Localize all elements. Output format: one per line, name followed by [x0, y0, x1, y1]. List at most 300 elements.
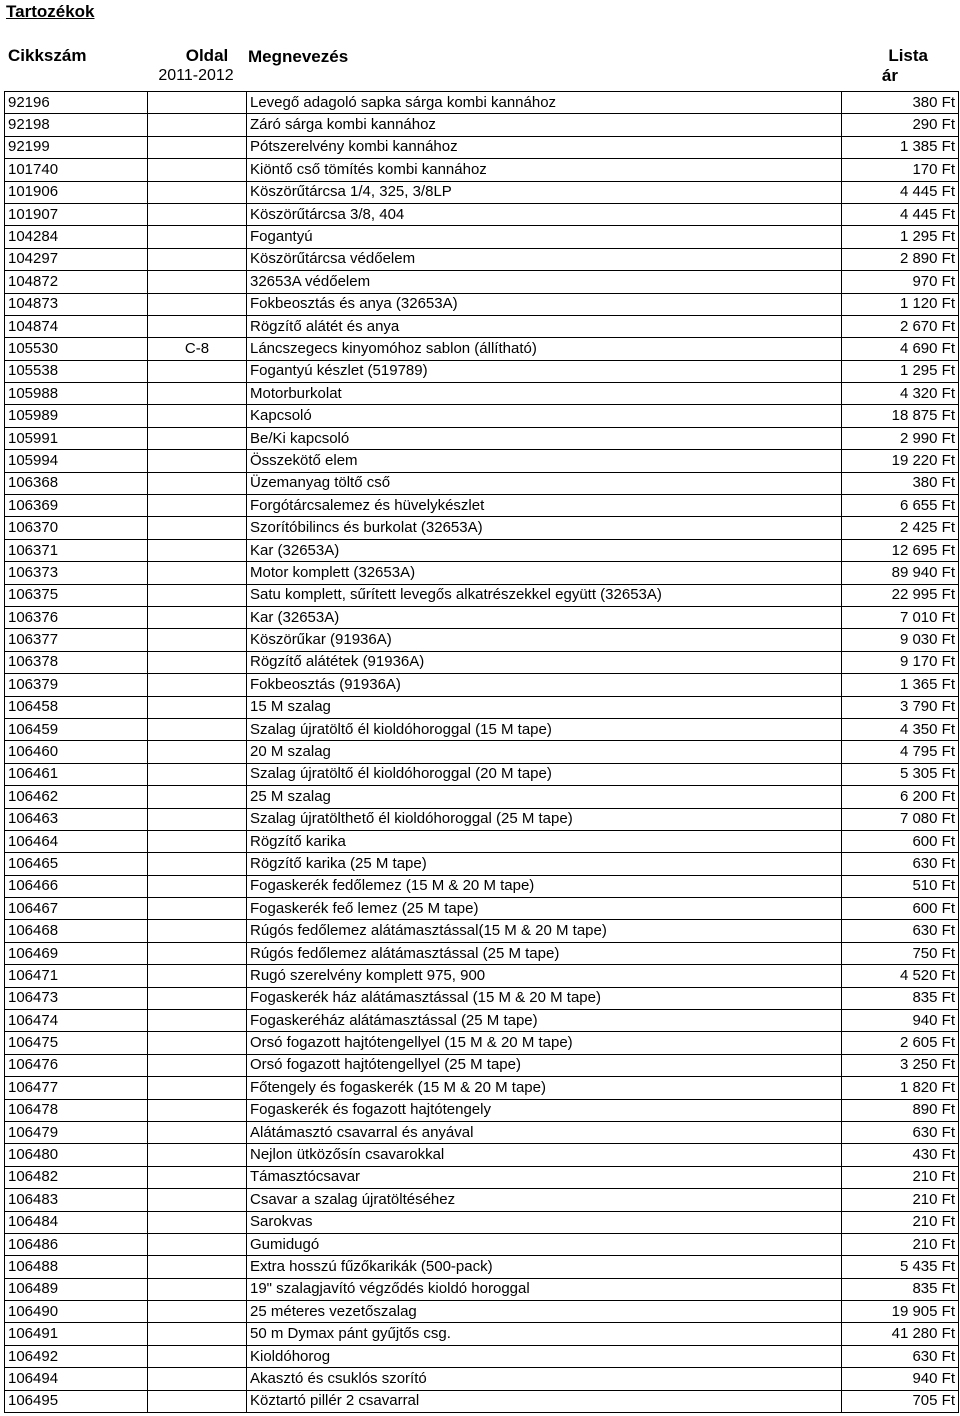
- cell-price: 210 Ft: [842, 1211, 959, 1233]
- cell-code: 106370: [5, 517, 148, 539]
- cell-page: [148, 293, 247, 315]
- cell-page: [148, 830, 247, 852]
- cell-code: 106466: [5, 875, 148, 897]
- cell-code: 92196: [5, 92, 148, 114]
- table-row: [5, 808, 959, 830]
- cell-code: 106476: [5, 1054, 148, 1076]
- cell-price: 9 170 Ft: [842, 651, 959, 673]
- cell-code: 101740: [5, 159, 148, 181]
- cell-name: 15 M szalag: [247, 696, 842, 718]
- cell-page: [148, 1211, 247, 1233]
- cell-page: [148, 114, 247, 136]
- cell-price: 750 Ft: [842, 942, 959, 964]
- cell-name: Támasztócsavar: [247, 1166, 842, 1188]
- cell-price: 890 Ft: [842, 1099, 959, 1121]
- table-row: [5, 629, 959, 651]
- cell-name: Záró sárga kombi kannához: [247, 114, 842, 136]
- cell-name: Köszörűtárcsa védőelem: [247, 248, 842, 270]
- cell-page: [148, 472, 247, 494]
- table-row: [5, 405, 959, 427]
- cell-code: 105530: [5, 338, 148, 360]
- cell-page: [148, 1121, 247, 1143]
- cell-code: 106482: [5, 1166, 148, 1188]
- header-page: Oldal: [185, 46, 229, 65]
- table-row: [5, 136, 959, 158]
- table-row: [5, 1077, 959, 1099]
- table-row: [5, 1121, 959, 1143]
- cell-price: 89 940 Ft: [842, 562, 959, 584]
- table-row: [5, 786, 959, 808]
- cell-code: 106490: [5, 1301, 148, 1323]
- table-row: [5, 517, 959, 539]
- cell-name: Kapcsoló: [247, 405, 842, 427]
- cell-page: [148, 674, 247, 696]
- cell-name: Kar (32653A): [247, 539, 842, 561]
- cell-page: [148, 763, 247, 785]
- cell-name: Fogaskerék ház alátámasztással (15 M & 20 M tape): [247, 987, 842, 1009]
- cell-price: 18 875 Ft: [842, 405, 959, 427]
- cell-name: Szalag újratöltő él kioldóhoroggal (20 M tape): [247, 763, 842, 785]
- table-row: [5, 427, 959, 449]
- cell-price: 630 Ft: [842, 1121, 959, 1143]
- cell-price: 12 695 Ft: [842, 539, 959, 561]
- cell-code: 106484: [5, 1211, 148, 1233]
- header-price-sub: ár: [881, 66, 898, 85]
- table-row: [5, 92, 959, 114]
- table-row: [5, 248, 959, 270]
- cell-code: 92198: [5, 114, 148, 136]
- table-row: [5, 1211, 959, 1233]
- cell-price: 6 655 Ft: [842, 495, 959, 517]
- cell-code: 106462: [5, 786, 148, 808]
- cell-name: Rögzítő alátétek (91936A): [247, 651, 842, 673]
- table-row: [5, 1032, 959, 1054]
- cell-price: 5 435 Ft: [842, 1256, 959, 1278]
- cell-price: 9 030 Ft: [842, 629, 959, 651]
- cell-page: [148, 517, 247, 539]
- table-row: [5, 853, 959, 875]
- cell-page: [148, 495, 247, 517]
- cell-code: 106376: [5, 606, 148, 628]
- cell-code: 106379: [5, 674, 148, 696]
- table-header: [0, 42, 960, 90]
- table-row: [5, 1010, 959, 1032]
- cell-name: Akasztó és csuklós szorító: [247, 1368, 842, 1390]
- cell-name: Fokbeosztás (91936A): [247, 674, 842, 696]
- cell-page: C-8: [148, 338, 247, 360]
- cell-name: Rúgós fedőlemez alátámasztással(15 M & 20 M tape): [247, 920, 842, 942]
- table-row: [5, 360, 959, 382]
- cell-name: Rögzítő karika (25 M tape): [247, 853, 842, 875]
- cell-code: 101906: [5, 181, 148, 203]
- cell-page: [148, 987, 247, 1009]
- cell-page: [148, 696, 247, 718]
- header-page-years: 2011-2012: [158, 67, 234, 84]
- cell-code: 106491: [5, 1323, 148, 1345]
- cell-code: 106458: [5, 696, 148, 718]
- table-row: [5, 271, 959, 293]
- cell-page: [148, 539, 247, 561]
- cell-code: 106375: [5, 584, 148, 606]
- cell-price: 1 385 Ft: [842, 136, 959, 158]
- cell-page: [148, 271, 247, 293]
- cell-price: 290 Ft: [842, 114, 959, 136]
- cell-name: Köszörűkar (91936A): [247, 629, 842, 651]
- cell-page: [148, 315, 247, 337]
- cell-price: 7 010 Ft: [842, 606, 959, 628]
- cell-price: 4 350 Ft: [842, 718, 959, 740]
- cell-name: Szorítóbilincs és burkolat (32653A): [247, 517, 842, 539]
- cell-price: 22 995 Ft: [842, 584, 959, 606]
- table-row: [5, 1054, 959, 1076]
- cell-name: Nejlon ütközősín csavarokkal: [247, 1144, 842, 1166]
- table-row: [5, 495, 959, 517]
- table-row: [5, 1301, 959, 1323]
- cell-code: 106373: [5, 562, 148, 584]
- cell-price: 380 Ft: [842, 92, 959, 114]
- cell-page: [148, 1368, 247, 1390]
- cell-code: 106459: [5, 718, 148, 740]
- cell-code: 106377: [5, 629, 148, 651]
- cell-name: Főtengely és fogaskerék (15 M & 20 M tape): [247, 1077, 842, 1099]
- cell-price: 940 Ft: [842, 1010, 959, 1032]
- cell-name: Láncszegecs kinyomóhoz sablon (állítható): [247, 338, 842, 360]
- cell-price: 2 605 Ft: [842, 1032, 959, 1054]
- cell-name: Gumidugó: [247, 1233, 842, 1255]
- cell-name: Motorburkolat: [247, 383, 842, 405]
- cell-name: Kar (32653A): [247, 606, 842, 628]
- cell-name: Fogaskerék és fogazott hajtótengely: [247, 1099, 842, 1121]
- cell-code: 106369: [5, 495, 148, 517]
- cell-price: 3 790 Ft: [842, 696, 959, 718]
- cell-price: 630 Ft: [842, 1345, 959, 1367]
- cell-name: Forgótárcsalemez és hüvelykészlet: [247, 495, 842, 517]
- cell-price: 4 690 Ft: [842, 338, 959, 360]
- cell-page: [148, 203, 247, 225]
- cell-page: [148, 965, 247, 987]
- cell-price: 600 Ft: [842, 830, 959, 852]
- cell-price: 19 905 Ft: [842, 1301, 959, 1323]
- cell-name: Szalag újratöltő él kioldóhoroggal (15 M tape): [247, 718, 842, 740]
- cell-code: 106471: [5, 965, 148, 987]
- cell-price: 970 Ft: [842, 271, 959, 293]
- cell-code: 106378: [5, 651, 148, 673]
- cell-code: 106492: [5, 1345, 148, 1367]
- cell-price: 1 820 Ft: [842, 1077, 959, 1099]
- cell-code: 106494: [5, 1368, 148, 1390]
- cell-code: 106461: [5, 763, 148, 785]
- table-row: [5, 763, 959, 785]
- cell-page: [148, 853, 247, 875]
- header-code: Cikkszám: [8, 46, 87, 65]
- table-row: [5, 651, 959, 673]
- cell-price: 4 445 Ft: [842, 203, 959, 225]
- cell-page: [148, 92, 247, 114]
- cell-code: 106479: [5, 1121, 148, 1143]
- cell-name: 25 méteres vezetőszalag: [247, 1301, 842, 1323]
- table-row: [5, 741, 959, 763]
- cell-page: [148, 718, 247, 740]
- cell-price: 4 445 Ft: [842, 181, 959, 203]
- cell-price: 3 250 Ft: [842, 1054, 959, 1076]
- cell-name: Köztartó pillér 2 csavarral: [247, 1390, 842, 1412]
- table-row: [5, 450, 959, 472]
- header-price: Lista: [888, 46, 928, 65]
- cell-name: Pótszerelvény kombi kannához: [247, 136, 842, 158]
- cell-code: 106371: [5, 539, 148, 561]
- table-row: [5, 1368, 959, 1390]
- cell-price: 630 Ft: [842, 920, 959, 942]
- table-row: [5, 338, 959, 360]
- cell-price: 7 080 Ft: [842, 808, 959, 830]
- cell-page: [148, 360, 247, 382]
- table-row: [5, 159, 959, 181]
- cell-code: 106469: [5, 942, 148, 964]
- table-row: [5, 562, 959, 584]
- cell-page: [148, 741, 247, 763]
- cell-name: 19" szalagjavító végződés kioldó horoggal: [247, 1278, 842, 1300]
- cell-page: [148, 898, 247, 920]
- cell-code: 106489: [5, 1278, 148, 1300]
- cell-name: Köszörűtárcsa 3/8, 404: [247, 203, 842, 225]
- table-row: [5, 1345, 959, 1367]
- table-row: [5, 181, 959, 203]
- cell-page: [148, 875, 247, 897]
- parts-table: [4, 91, 959, 1413]
- cell-name: Fokbeosztás és anya (32653A): [247, 293, 842, 315]
- cell-code: 105991: [5, 427, 148, 449]
- table-row: [5, 1323, 959, 1345]
- cell-price: 5 305 Ft: [842, 763, 959, 785]
- cell-name: Extra hosszú fűzőkarikák (500-pack): [247, 1256, 842, 1278]
- table-row: [5, 114, 959, 136]
- cell-name: Fogaskerék fedőlemez (15 M & 20 M tape): [247, 875, 842, 897]
- cell-page: [148, 606, 247, 628]
- table-row: [5, 1166, 959, 1188]
- table-row: [5, 1144, 959, 1166]
- cell-price: 835 Ft: [842, 987, 959, 1009]
- cell-page: [148, 1345, 247, 1367]
- cell-price: 2 670 Ft: [842, 315, 959, 337]
- cell-page: [148, 159, 247, 181]
- cell-code: 106465: [5, 853, 148, 875]
- cell-name: Köszörűtárcsa 1/4, 325, 3/8LP: [247, 181, 842, 203]
- table-row: [5, 584, 959, 606]
- cell-name: Orsó fogazott hajtótengellyel (25 M tape): [247, 1054, 842, 1076]
- cell-page: [148, 1390, 247, 1412]
- cell-price: 6 200 Ft: [842, 786, 959, 808]
- cell-code: 104873: [5, 293, 148, 315]
- cell-code: 104284: [5, 226, 148, 248]
- cell-page: [148, 786, 247, 808]
- cell-price: 170 Ft: [842, 159, 959, 181]
- cell-price: 510 Ft: [842, 875, 959, 897]
- cell-code: 106475: [5, 1032, 148, 1054]
- cell-price: 430 Ft: [842, 1144, 959, 1166]
- cell-page: [148, 1189, 247, 1211]
- cell-page: [148, 1278, 247, 1300]
- cell-name: Rögzítő alátét és anya: [247, 315, 842, 337]
- table-row: [5, 1278, 959, 1300]
- table-row: [5, 539, 959, 561]
- cell-name: Sarokvas: [247, 1211, 842, 1233]
- cell-page: [148, 1166, 247, 1188]
- cell-page: [148, 1233, 247, 1255]
- table-row: [5, 920, 959, 942]
- cell-page: [148, 584, 247, 606]
- cell-price: 1 365 Ft: [842, 674, 959, 696]
- table-row: [5, 898, 959, 920]
- table-row: [5, 1099, 959, 1121]
- cell-price: 380 Ft: [842, 472, 959, 494]
- cell-name: 20 M szalag: [247, 741, 842, 763]
- cell-name: 32653A védőelem: [247, 271, 842, 293]
- cell-price: 1 120 Ft: [842, 293, 959, 315]
- cell-name: Rögzítő karika: [247, 830, 842, 852]
- cell-page: [148, 1144, 247, 1166]
- cell-price: 19 220 Ft: [842, 450, 959, 472]
- cell-price: 1 295 Ft: [842, 226, 959, 248]
- cell-price: 4 320 Ft: [842, 383, 959, 405]
- cell-code: 105989: [5, 405, 148, 427]
- cell-code: 106467: [5, 898, 148, 920]
- table-row: [5, 942, 959, 964]
- cell-page: [148, 1323, 247, 1345]
- cell-price: 210 Ft: [842, 1233, 959, 1255]
- cell-price: 2 425 Ft: [842, 517, 959, 539]
- cell-code: 105988: [5, 383, 148, 405]
- cell-name: Motor komplett (32653A): [247, 562, 842, 584]
- cell-price: 41 280 Ft: [842, 1323, 959, 1345]
- cell-page: [148, 1301, 247, 1323]
- cell-price: 210 Ft: [842, 1189, 959, 1211]
- cell-page: [148, 136, 247, 158]
- table-row: [5, 1233, 959, 1255]
- cell-page: [148, 1077, 247, 1099]
- cell-page: [148, 808, 247, 830]
- cell-name: Összekötő elem: [247, 450, 842, 472]
- cell-page: [148, 248, 247, 270]
- cell-code: 106480: [5, 1144, 148, 1166]
- cell-code: 101907: [5, 203, 148, 225]
- cell-name: Alátámasztó csavarral és anyával: [247, 1121, 842, 1143]
- cell-page: [148, 405, 247, 427]
- table-row: [5, 1189, 959, 1211]
- table-row: [5, 203, 959, 225]
- cell-price: 630 Ft: [842, 853, 959, 875]
- cell-code: 104872: [5, 271, 148, 293]
- table-row: [5, 965, 959, 987]
- cell-code: 106474: [5, 1010, 148, 1032]
- page-title: Tartozékok: [6, 2, 95, 21]
- table-row: [5, 830, 959, 852]
- cell-page: [148, 651, 247, 673]
- cell-name: Fogaskerék feő lemez (25 M tape): [247, 898, 842, 920]
- cell-name: Üzemanyag töltő cső: [247, 472, 842, 494]
- cell-price: 940 Ft: [842, 1368, 959, 1390]
- cell-page: [148, 920, 247, 942]
- cell-code: 106488: [5, 1256, 148, 1278]
- cell-price: 2 890 Ft: [842, 248, 959, 270]
- cell-code: 105994: [5, 450, 148, 472]
- cell-name: 25 M szalag: [247, 786, 842, 808]
- cell-code: 105538: [5, 360, 148, 382]
- table-row: [5, 315, 959, 337]
- cell-page: [148, 1010, 247, 1032]
- cell-page: [148, 450, 247, 472]
- table-row: [5, 472, 959, 494]
- cell-price: 705 Ft: [842, 1390, 959, 1412]
- cell-price: 600 Ft: [842, 898, 959, 920]
- cell-code: 106495: [5, 1390, 148, 1412]
- cell-code: 106460: [5, 741, 148, 763]
- cell-price: 2 990 Ft: [842, 427, 959, 449]
- cell-code: 106483: [5, 1189, 148, 1211]
- cell-code: 106368: [5, 472, 148, 494]
- table-row: [5, 293, 959, 315]
- cell-code: 104297: [5, 248, 148, 270]
- cell-code: 92199: [5, 136, 148, 158]
- cell-name: Csavar a szalag újratöltéséhez: [247, 1189, 842, 1211]
- cell-page: [148, 383, 247, 405]
- cell-price: 1 295 Ft: [842, 360, 959, 382]
- cell-name: Rugó szerelvény komplett 975, 900: [247, 965, 842, 987]
- cell-page: [148, 181, 247, 203]
- table-row: [5, 606, 959, 628]
- table-row: [5, 987, 959, 1009]
- cell-name: Be/Ki kapcsoló: [247, 427, 842, 449]
- cell-page: [148, 427, 247, 449]
- cell-code: 104874: [5, 315, 148, 337]
- cell-page: [148, 629, 247, 651]
- cell-code: 106473: [5, 987, 148, 1009]
- cell-name: Orsó fogazott hajtótengellyel (15 M & 20 M tape): [247, 1032, 842, 1054]
- cell-name: Kioldóhorog: [247, 1345, 842, 1367]
- cell-price: 210 Ft: [842, 1166, 959, 1188]
- cell-name: Fogaskeréház alátámasztással (25 M tape): [247, 1010, 842, 1032]
- cell-code: 106463: [5, 808, 148, 830]
- cell-name: Fogantyú készlet (519789): [247, 360, 842, 382]
- cell-name: Rúgós fedőlemez alátámasztással (25 M tape): [247, 942, 842, 964]
- parts-table-body: [5, 92, 959, 1413]
- cell-price: 835 Ft: [842, 1278, 959, 1300]
- cell-price: 4 520 Ft: [842, 965, 959, 987]
- cell-page: [148, 1054, 247, 1076]
- table-row: [5, 1256, 959, 1278]
- cell-page: [148, 562, 247, 584]
- cell-page: [148, 942, 247, 964]
- cell-name: Szalag újratölthető él kioldóhoroggal (25 M tape): [247, 808, 842, 830]
- cell-code: 106468: [5, 920, 148, 942]
- cell-page: [148, 1099, 247, 1121]
- cell-code: 106464: [5, 830, 148, 852]
- table-row: [5, 718, 959, 740]
- header-name: Megnevezés: [248, 47, 349, 66]
- cell-name: Levegő adagoló sapka sárga kombi kannához: [247, 92, 842, 114]
- cell-code: 106477: [5, 1077, 148, 1099]
- cell-page: [148, 226, 247, 248]
- table-row: [5, 674, 959, 696]
- cell-name: Kiöntő cső tömítés kombi kannához: [247, 159, 842, 181]
- cell-price: 4 795 Ft: [842, 741, 959, 763]
- table-row: [5, 875, 959, 897]
- cell-page: [148, 1032, 247, 1054]
- cell-page: [148, 1256, 247, 1278]
- cell-name: Satu komplett, sűrített levegős alkatrészekkel együtt (32653A): [247, 584, 842, 606]
- cell-code: 106478: [5, 1099, 148, 1121]
- cell-name: 50 m Dymax pánt gyűjtős csg.: [247, 1323, 842, 1345]
- table-row: [5, 1390, 959, 1412]
